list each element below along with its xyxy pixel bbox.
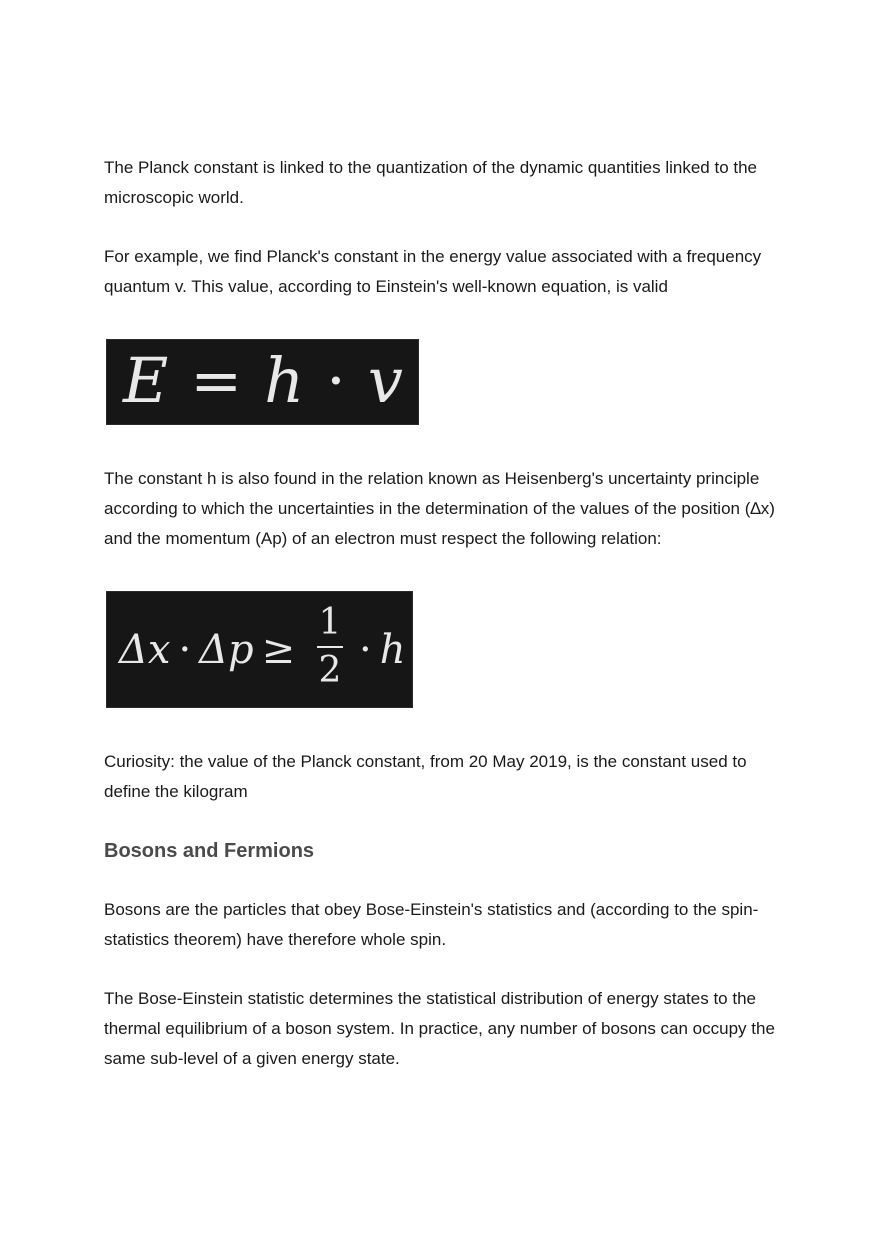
fraction-denominator: 2 xyxy=(318,650,342,691)
eq-symbol-v: v xyxy=(367,344,403,417)
eq-symbol-h: h xyxy=(379,627,406,673)
equation-heisenberg-rhs xyxy=(351,626,405,674)
eq-symbol-dot: · xyxy=(178,627,192,673)
equation-einstein xyxy=(123,342,403,420)
eq-symbol-geq: ≥ xyxy=(261,627,296,673)
equation-einstein-image xyxy=(106,339,419,425)
equation-fraction-half xyxy=(317,602,343,692)
paragraph-planck-intro: The Planck constant is linked to the quantization of the dynamic quantities linked to the microscopic world. xyxy=(104,158,758,207)
fraction-bar xyxy=(317,646,343,648)
eq-symbol-h: h xyxy=(264,344,305,417)
paragraph-curiosity: Curiosity: the value of the Planck constant, from 20 May 2019, is the constant used to define the kilogram xyxy=(104,752,747,801)
eq-symbol-equals: = xyxy=(190,344,243,417)
paragraph-energy-quantum: For example, we find Planck's constant in the energy value associated with a frequency quantum v. This value, according to Einstein's well-known equation, is valid xyxy=(104,247,762,296)
document-body xyxy=(104,153,784,1074)
eq-symbol-delta-p: Δp xyxy=(199,627,254,673)
equation-heisenberg-lhs xyxy=(119,626,303,674)
paragraph-bosons-definition: Bosons are the particles that obey Bose-Einstein's statistics and (according to the spin-statistics theorem) have therefore whole spin. xyxy=(104,900,759,949)
equation-heisenberg-image xyxy=(106,591,413,708)
paragraph-heisenberg: The constant h is also found in the relation known as Heisenberg's uncertainty principle according to which the uncertainties in the determination of the values of the position (∆x) and the momentum (Ap) of an electron must respect the following relation: xyxy=(104,469,775,548)
eq-symbol-E: E xyxy=(123,344,169,417)
eq-symbol-dot: · xyxy=(359,627,372,673)
fraction-numerator: 1 xyxy=(318,602,342,643)
section-heading-bosons-fermions: Bosons and Fermions xyxy=(104,840,315,862)
paragraph-bose-einstein-statistic: The Bose-Einstein statistic determines the statistical distribution of energy states to the thermal equilibrium of a boson system. In practice, any number of bosons can occupy the same sub-level of a given energy state. xyxy=(104,989,775,1068)
eq-symbol-delta-x: Δx xyxy=(119,627,171,673)
eq-symbol-dot: · xyxy=(326,344,346,417)
